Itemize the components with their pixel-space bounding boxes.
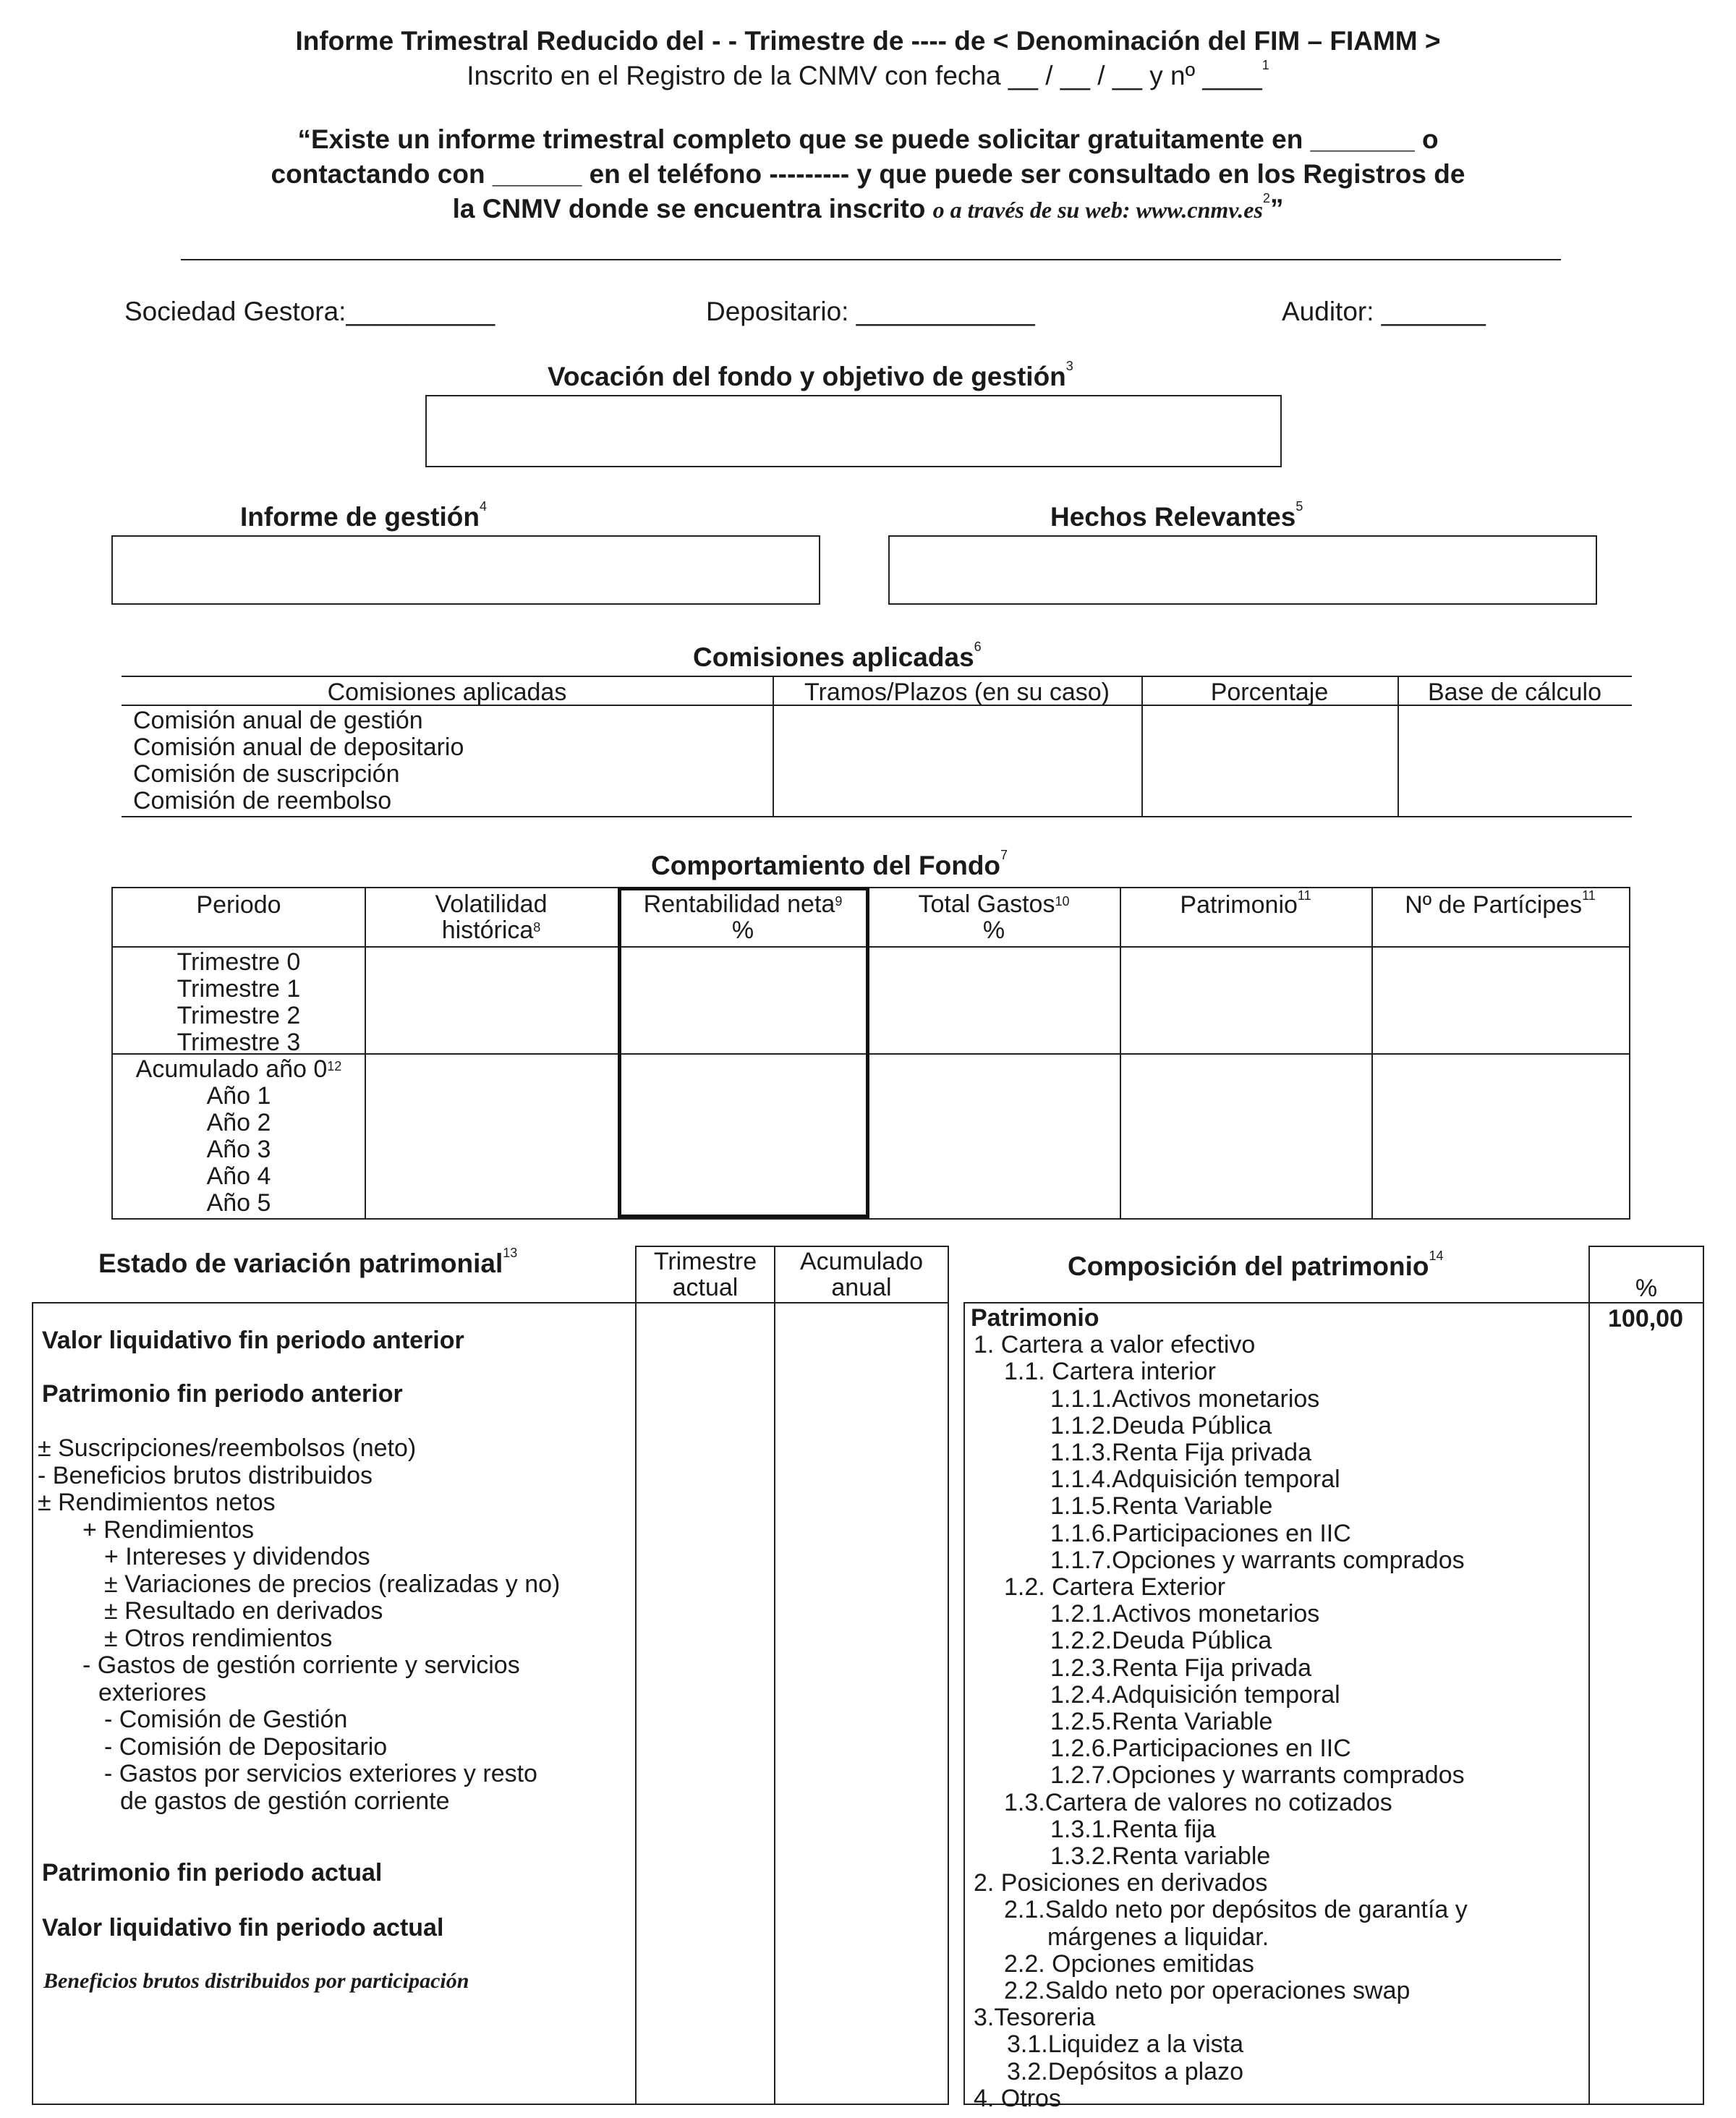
trimestre-3: Trimestre 3 [176,1029,301,1056]
header-patrimonio: Patrimonio$^{11}$ [1180,888,1311,919]
web-reference: o a través de su web: www.cnmv.es [932,197,1263,223]
cartera-interior: 1.1. Cartera interior [1004,1358,1216,1386]
availability-notice-line1: “Existe un informe trimestral completo que se puede solicitar gratuitamente en _______ o [297,124,1439,154]
patrimonio-row: Patrimonio [971,1304,1099,1332]
cartera-exterior: 1.2. Cartera Exterior [1004,1573,1226,1602]
header-divider [181,259,1561,260]
col-trimestre-actual: Trimestre actual [653,1248,757,1301]
availability-notice-text: la CNMV donde se encuentra inscrito [452,194,926,224]
comisiones-title-text: Comisiones aplicadas [693,642,974,672]
comportamiento-title-text: Comportamiento del Fondo [651,851,1001,880]
ext-participaciones-iic: 1.2.6.Participaciones en IIC [1050,1735,1351,1763]
header-participes: Nº de Partícipes$^{11}$ [1405,888,1596,919]
saldo-swap: 2.2.Saldo neto por operaciones swap [1004,1977,1410,2005]
comisiones-rows [133,707,464,815]
int-renta-variable: 1.1.5.Renta Variable [1050,1492,1273,1521]
composicion-title-text: Composición del patrimonio [1068,1251,1429,1281]
header-rentabilidad: Rentabilidad neta$^9$ % [643,890,843,944]
ano-1: Año 1 [206,1082,271,1110]
footnote-ref: 8 [533,920,541,935]
header-total-gastos: Total Gastos$^{10}$ % [918,890,1070,944]
ext-renta-variable: 1.2.5.Renta Variable [1050,1708,1273,1736]
gastos-gestion-cont: exteriores [98,1678,207,1706]
vocacion-title [548,359,1073,392]
vocacion-title-text: Vocación del fondo y objetivo de gestión [548,362,1066,391]
col-acumulado-anual: Acumulado anual [799,1248,924,1301]
suscripciones-reembolsos: ± Suscripciones/reembolsos (neto) [38,1434,417,1462]
trimestre-1: Trimestre 1 [176,975,301,1003]
hechos-title [1050,499,1303,532]
ext-renta-fija-privada: 1.2.3.Renta Fija privada [1050,1654,1311,1682]
footnote-ref: 13 [503,1246,518,1260]
cartera-valor-efectivo: 1. Cartera a valor efectivo [974,1331,1256,1359]
footnote-ref: 9 [835,894,843,909]
comisiones-table [122,676,1632,817]
comision-gestion: Comisión anual de gestión [133,707,423,734]
comportamiento-table [111,887,1630,1220]
hechos-title-text: Hechos Relevantes [1050,502,1296,532]
comision-reembolso: Comisión de reembolso [133,787,392,815]
auditor-field: Auditor: _______ [1282,297,1486,326]
footnote-ref: 12 [327,1059,342,1073]
nc-renta-fija: 1.3.1.Renta fija [1050,1815,1216,1843]
comisiones-header-name: Comisiones aplicadas [327,679,567,706]
patrimonio-pct-value: 100,00 [1608,1305,1683,1332]
gestora-field: Sociedad Gestora:__________ [124,297,495,326]
tesoreria: 3.Tesoreria [974,2004,1096,2032]
otros: 4. Otros [974,2084,1061,2112]
gastos-servicios-cont: de gastos de gestión corriente [120,1787,450,1815]
comisiones-title [693,639,982,673]
trimestre-0: Trimestre 0 [176,948,301,976]
ano-3: Año 3 [206,1136,271,1163]
beneficios-distribuidos: - Beneficios brutos distribuidos [38,1461,373,1489]
ext-deuda-publica: 1.2.2.Deuda Pública [1050,1627,1272,1655]
registration-text: Inscrito en el Registro de la CNMV con fecha __ / __ / __ y nº ____ [467,61,1262,90]
saldo-depositos-garantia: 2.1.Saldo neto por depósitos de garantía y [1004,1896,1468,1924]
report-title [0,26,1736,56]
gastos-gestion: - Gastos de gestión corriente y servicios [82,1651,520,1679]
depositos-plazo: 3.2.Depósitos a plazo [1007,2057,1243,2085]
comisiones-header-porcentaje: Porcentaje [1210,679,1329,706]
footnote-ref: 4 [479,499,487,514]
valor-liquidativo-actual: Valor liquidativo fin periodo actual [42,1914,444,1942]
int-activos-monetarios: 1.1.1.Activos monetarios [1050,1385,1320,1413]
footnote-ref: 7 [1000,848,1008,862]
footnote-ref: 1 [1261,58,1269,72]
registration-line [0,58,1736,91]
int-opciones-warrants: 1.1.7.Opciones y warrants comprados [1050,1546,1465,1574]
cartera-no-cotizados: 1.3.Cartera de valores no cotizados [1004,1788,1392,1816]
posiciones-derivados: 2. Posiciones en derivados [974,1869,1268,1897]
composicion-table [963,1246,1704,2112]
liquidez-vista: 3.1.Liquidez a la vista [1007,2030,1243,2059]
int-renta-fija-privada: 1.1.3.Renta Fija privada [1050,1439,1311,1467]
header-periodo: Periodo [196,891,281,919]
fund-name-placeholder: < Denominación del FIM – FIAMM > [992,26,1441,56]
comision-depositario-item: - Comisión de Depositario [104,1732,388,1761]
otros-rendimientos: ± Otros rendimientos [104,1624,333,1652]
valor-liquidativo-anterior: Valor liquidativo fin periodo anterior [42,1327,464,1354]
opciones-emitidas: 2.2. Opciones emitidas [1004,1949,1254,1978]
anos-list [113,1056,365,1217]
rendimientos-netos: ± Rendimientos netos [38,1489,276,1516]
variaciones-precios: ± Variaciones de precios (realizadas y no) [104,1570,561,1598]
int-deuda-publica: 1.1.2.Deuda Pública [1050,1411,1272,1439]
comisiones-header-tramos: Tramos/Plazos (en su caso) [804,679,1110,706]
ano-4: Año 4 [206,1162,271,1190]
ano-5: Año 5 [206,1189,271,1217]
comision-suscripcion: Comisión de suscripción [133,760,400,788]
footnote-ref: 11 [1297,888,1311,903]
ext-opciones-warrants: 1.2.7.Opciones y warrants comprados [1050,1761,1465,1790]
patrimonio-anterior: Patrimonio fin periodo anterior [42,1380,403,1408]
informe-gestion-title [240,499,487,532]
comportamiento-title [651,848,1008,881]
footnote-ref: 5 [1295,499,1303,514]
report-title-text: Informe Trimestral Reducido del - - Trimestre de ---- de [295,26,986,56]
saldo-depositos-garantia-cont: márgenes a liquidar. [1047,1923,1269,1951]
ext-activos-monetarios: 1.2.1.Activos monetarios [1050,1600,1320,1628]
estado-table [32,1246,949,2105]
composicion-items [971,1305,1468,2112]
informe-gestion-box [111,535,820,605]
trimestre-2: Trimestre 2 [176,1002,301,1029]
footnote-ref: 10 [1055,894,1070,909]
closing-quote: ” [1269,194,1284,224]
acumulado-ano: Acumulado año $0^{12}$ [135,1055,342,1083]
ano-2: Año 2 [206,1109,271,1136]
comision-depositario: Comisión anual de depositario [133,733,464,761]
intereses-dividendos: + Intereses y dividendos [104,1543,370,1570]
resultado-derivados: ± Resultado en derivados [104,1597,383,1625]
int-participaciones-iic: 1.1.6.Participaciones en IIC [1050,1519,1351,1547]
footnote-ref: 6 [974,639,982,654]
informe-gestion-title-text: Informe de gestión [240,502,480,532]
footnote-ref: 14 [1429,1249,1444,1263]
availability-notice-line3 [0,191,1736,224]
rendimientos: + Rendimientos [82,1515,255,1544]
availability-notice-line2: contactando con ______ en el teléfono --------- y que puede ser consultado en los Registros de [271,159,1465,189]
patrimonio-actual: Patrimonio fin periodo actual [42,1859,383,1887]
footnote-ref: 2 [1262,191,1270,205]
comisiones-header-base: Base de cálculo [1427,679,1602,706]
pct-header: % [1635,1275,1658,1302]
estado-items [38,1435,560,1815]
footnote-ref: 11 [1582,888,1596,903]
header-volatilidad: Volatilidad histórica$^8$ [435,890,548,944]
comision-gestion-item: - Comisión de Gestión [104,1706,348,1733]
hechos-box [888,535,1597,605]
depositario-field: Depositario: ____________ [706,297,1035,326]
ext-adquisicion-temporal: 1.2.4.Adquisición temporal [1050,1680,1340,1709]
footnote-ref: 3 [1065,359,1073,373]
vocacion-box [425,395,1282,467]
trimestres-list [113,949,365,1056]
beneficios-por-participacion: Beneficios brutos distribuidos por participación [43,1969,469,1993]
nc-renta-variable: 1.3.2.Renta variable [1050,1842,1271,1871]
int-adquisicion-temporal: 1.1.4.Adquisición temporal [1050,1466,1340,1494]
gastos-servicios: - Gastos por servicios exteriores y resto [104,1760,537,1787]
estado-title-text: Estado de variación patrimonial [98,1249,503,1278]
